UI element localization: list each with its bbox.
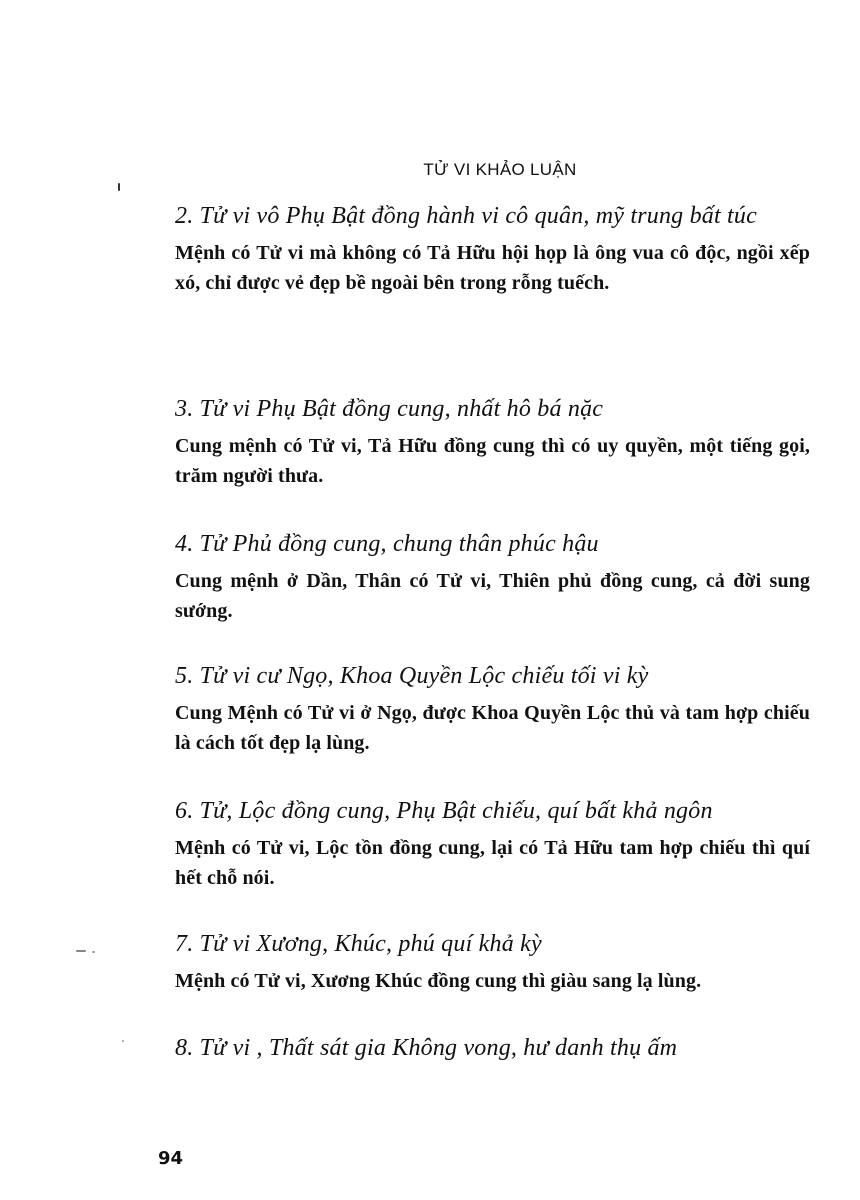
section-body: Mệnh có Tử vi mà không có Tả Hữu hội họp là ông vua cô độc, ngồi xếp xó, chỉ được vẻ đẹp bề ngoài bên trong rỗng tuếch. [175, 242, 810, 294]
section-body: Cung Mệnh có Tử vi ở Ngọ, được Khoa Quyền Lộc thủ và tam hợp chiếu là cách tốt đẹp lạ lùng. [175, 702, 810, 754]
section-4 [175, 528, 810, 626]
section-3 [175, 393, 810, 491]
section-title: 4. Tử Phủ đồng cung, chung thân phúc hậu [175, 531, 599, 557]
section-2 [175, 200, 810, 298]
section-body: Mệnh có Tử vi, Lộc tồn đồng cung, lại có Tả Hữu tam hợp chiếu thì quí hết chỗ nói. [175, 837, 810, 889]
section-body: Mệnh có Tử vi, Xương Khúc đồng cung thì giàu sang lạ lùng. [175, 970, 702, 992]
section-title: 2. Tử vi vô Phụ Bật đồng hành vi cô quân, mỹ trung bất túc [175, 203, 757, 229]
section-body: Cung mệnh có Tử vi, Tả Hữu đồng cung thì có uy quyền, một tiếng gọi, trăm người thưa. [175, 435, 810, 487]
section-title: 5. Tử vi cư Ngọ, Khoa Quyền Lộc chiếu tối vi kỳ [175, 663, 649, 689]
scan-speck [118, 183, 120, 191]
scan-speck [122, 1040, 124, 1042]
section-title: 6. Tử, Lộc đồng cung, Phụ Bật chiếu, quí bất khả ngôn [175, 798, 713, 824]
section-5 [175, 660, 810, 758]
section-title: 3. Tử vi Phụ Bật đồng cung, nhất hô bá nặc [175, 396, 604, 422]
scan-speck [76, 950, 86, 952]
page-number: 94 [158, 1148, 184, 1169]
section-7 [175, 928, 810, 996]
running-header: TỬ VI KHẢO LUẬN [423, 160, 577, 179]
section-6 [175, 795, 810, 893]
section-8 [175, 1032, 810, 1064]
scan-speck [92, 951, 95, 953]
section-body: Cung mệnh ở Dần, Thân có Tử vi, Thiên phủ đồng cung, cả đời sung sướng. [175, 570, 810, 622]
section-title: 8. Tử vi , Thất sát gia Không vong, hư danh thụ ấm [175, 1035, 678, 1061]
section-title: 7. Tử vi Xương, Khúc, phú quí khả kỳ [175, 931, 542, 957]
